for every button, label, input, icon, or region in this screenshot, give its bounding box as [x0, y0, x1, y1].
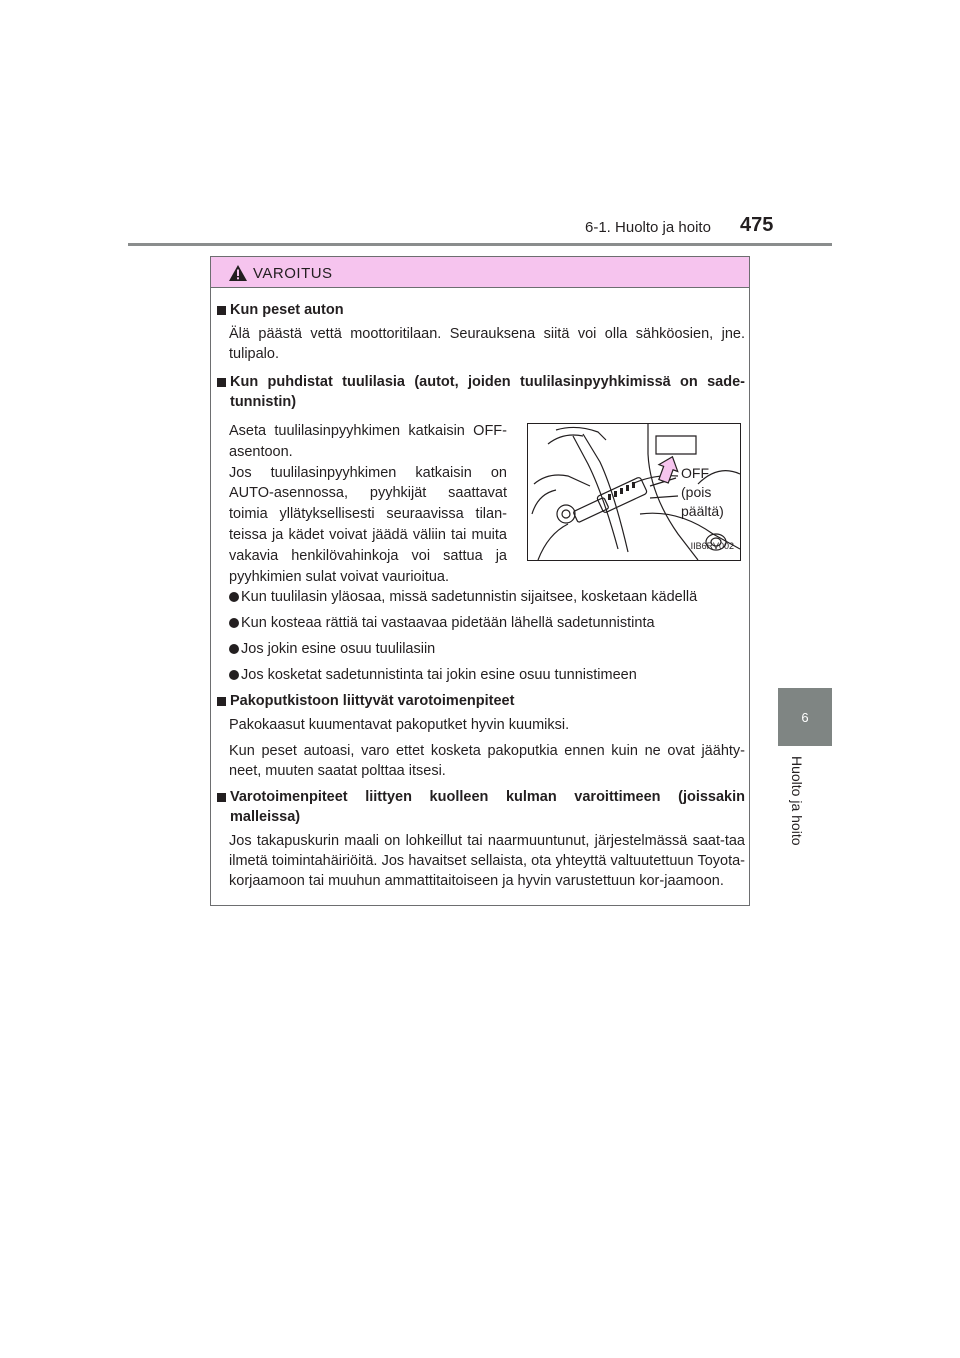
square-bullet-icon — [217, 306, 226, 315]
header-rule — [128, 243, 832, 246]
warning-header — [211, 257, 749, 288]
page-number: 475 — [740, 214, 774, 236]
bullet-text: Jos kosketat sadetunnistinta tai jokin esine osuu tunnistimeen — [241, 667, 637, 683]
chapter-number: 6 — [801, 710, 809, 725]
section-heading-text: Varotoimenpiteet liittyen kuolleen kulman varoittimeen (joissakin malleissa) — [230, 789, 745, 825]
round-bullet-icon — [229, 592, 239, 602]
bullet-item — [217, 639, 745, 659]
section-heading — [217, 787, 745, 827]
paragraph: Jos takapuskurin maali on lohkeillut tai naarmuuntunut, järjestelmässä saat-taa ilmetä toimintahäiriöitä. Jos havaitset sellaista, ota yhteyttä valtuutettuun Toyota-korjaamoon tai muuhun ammattitaitoiseen ja hyvin varustettuun kor-jaamoon. — [229, 833, 745, 889]
off-label-line: päältä) — [681, 503, 724, 519]
off-label-line: OFF — [681, 465, 709, 481]
figure-text-line: Aseta tuulilasinpyyhkimen katkaisin OFF-asentoon. — [229, 423, 507, 460]
bullet-item — [217, 665, 745, 685]
bullet-item — [217, 613, 745, 633]
warning-title: VAROITUS — [253, 265, 333, 282]
paragraph: Kun peset autoasi, varo ettet kosketa pakoputkia ennen kuin ne ovat jäähty-neet, muuten saatat polttaa itsesi. — [229, 743, 745, 779]
figure-text — [229, 421, 507, 587]
figure-code: IIB6RV002 — [690, 541, 734, 551]
square-bullet-icon — [217, 697, 226, 706]
figure-text-line: Jos tuulilasinpyyhkimen katkaisin on AUTO-asennossa, pyyhkijät saattavat toimia yllätyksellisesti seuraavissa tilan-teissa ja kädet voivat jäädä väliin tai muita vakavia henkilövahinkoja voi sattua ja pyyhkimien sulat voivat vaurioitua. — [229, 464, 507, 585]
square-bullet-icon — [217, 793, 226, 802]
warning-box — [210, 256, 750, 906]
square-bullet-icon — [217, 378, 226, 387]
wiper-switch-figure — [527, 423, 741, 561]
off-position-label — [681, 464, 724, 521]
paragraph: Pakokaasut kuumentavat pakoputket hyvin kuumiksi. — [229, 717, 570, 733]
section-heading-text: Kun peset auton — [230, 302, 344, 318]
warning-triangle-icon — [229, 265, 247, 281]
bullet-item — [217, 587, 745, 607]
off-label-line: (pois — [681, 484, 712, 500]
section-heading — [217, 372, 745, 412]
section-heading-text: Pakoputkistoon liittyvät varotoimenpiteet — [230, 693, 515, 709]
header-section-title: 6-1. Huolto ja hoito — [585, 219, 711, 236]
section-heading — [217, 691, 745, 711]
chapter-side-label: Huolto ja hoito — [789, 756, 805, 846]
round-bullet-icon — [229, 644, 239, 654]
bullet-text: Kun tuulilasin yläosaa, missä sadetunnistin sijaitsee, kosketaan kädellä — [241, 589, 698, 605]
section-heading — [217, 300, 745, 320]
round-bullet-icon — [229, 670, 239, 680]
figure-row — [217, 421, 745, 585]
paragraph: Älä päästä vettä moottoritilaan. Seurauksena siitä voi olla sähköosien, jne. tulipalo. — [229, 326, 745, 362]
round-bullet-icon — [229, 618, 239, 628]
chapter-tab — [778, 688, 832, 746]
bullet-text: Jos jokin esine osuu tuulilasiin — [241, 641, 436, 657]
section-heading-text: Kun puhdistat tuulilasia (autot, joiden tuulilasinpyyhkimissä on sade-tunnistin) — [230, 374, 745, 410]
bullet-text: Kun kosteaa rättiä tai vastaavaa pidetään lähellä sadetunnistinta — [241, 615, 655, 631]
warning-content — [217, 300, 745, 891]
